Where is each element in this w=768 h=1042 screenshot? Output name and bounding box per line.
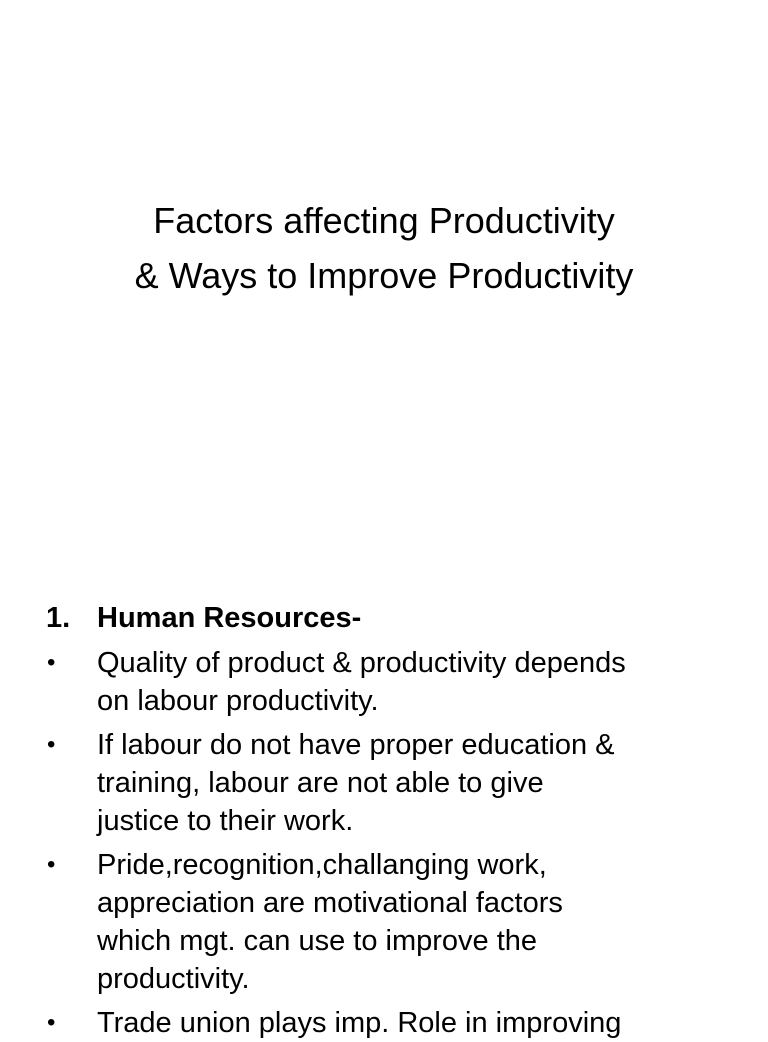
bullet-item — [0, 846, 768, 998]
bullet-item — [0, 726, 768, 840]
bullet-marker: • — [47, 731, 56, 758]
bullet-item — [0, 644, 768, 720]
bullet-item — [0, 1004, 768, 1042]
bullet-text-line: If labour do not have proper education & — [97, 729, 615, 761]
bullet-text-line: appreciation are motivational factors — [97, 887, 563, 919]
bullet-marker: • — [47, 851, 56, 878]
bullet-text-line: Trade union plays imp. Role in improving — [97, 1007, 622, 1039]
human-resources-section — [0, 598, 768, 1042]
section-number: 1. — [46, 602, 71, 634]
bullet-text-line: productivity. — [97, 963, 250, 995]
title-line-1: Factors affecting Productivity — [153, 200, 615, 241]
bullet-text-line: which mgt. can use to improve the — [97, 925, 538, 957]
section-heading — [0, 598, 768, 638]
bullet-text-line: on labour productivity. — [97, 685, 379, 717]
bullet-marker: • — [47, 1009, 56, 1036]
bullet-text-line: justice to their work. — [97, 805, 354, 837]
bullet-list — [0, 644, 768, 1042]
bullet-text-line: Pride,recognition,challanging work, — [97, 849, 547, 881]
bullet-text-line: training, labour are not able to give — [97, 767, 544, 799]
bullet-text-line: Quality of product & productivity depends — [97, 647, 626, 679]
slide-title — [0, 193, 768, 303]
section-heading-text: Human Resources- — [97, 602, 362, 634]
title-line-2: & Ways to Improve Productivity — [134, 255, 634, 296]
bullet-marker: • — [47, 649, 56, 676]
